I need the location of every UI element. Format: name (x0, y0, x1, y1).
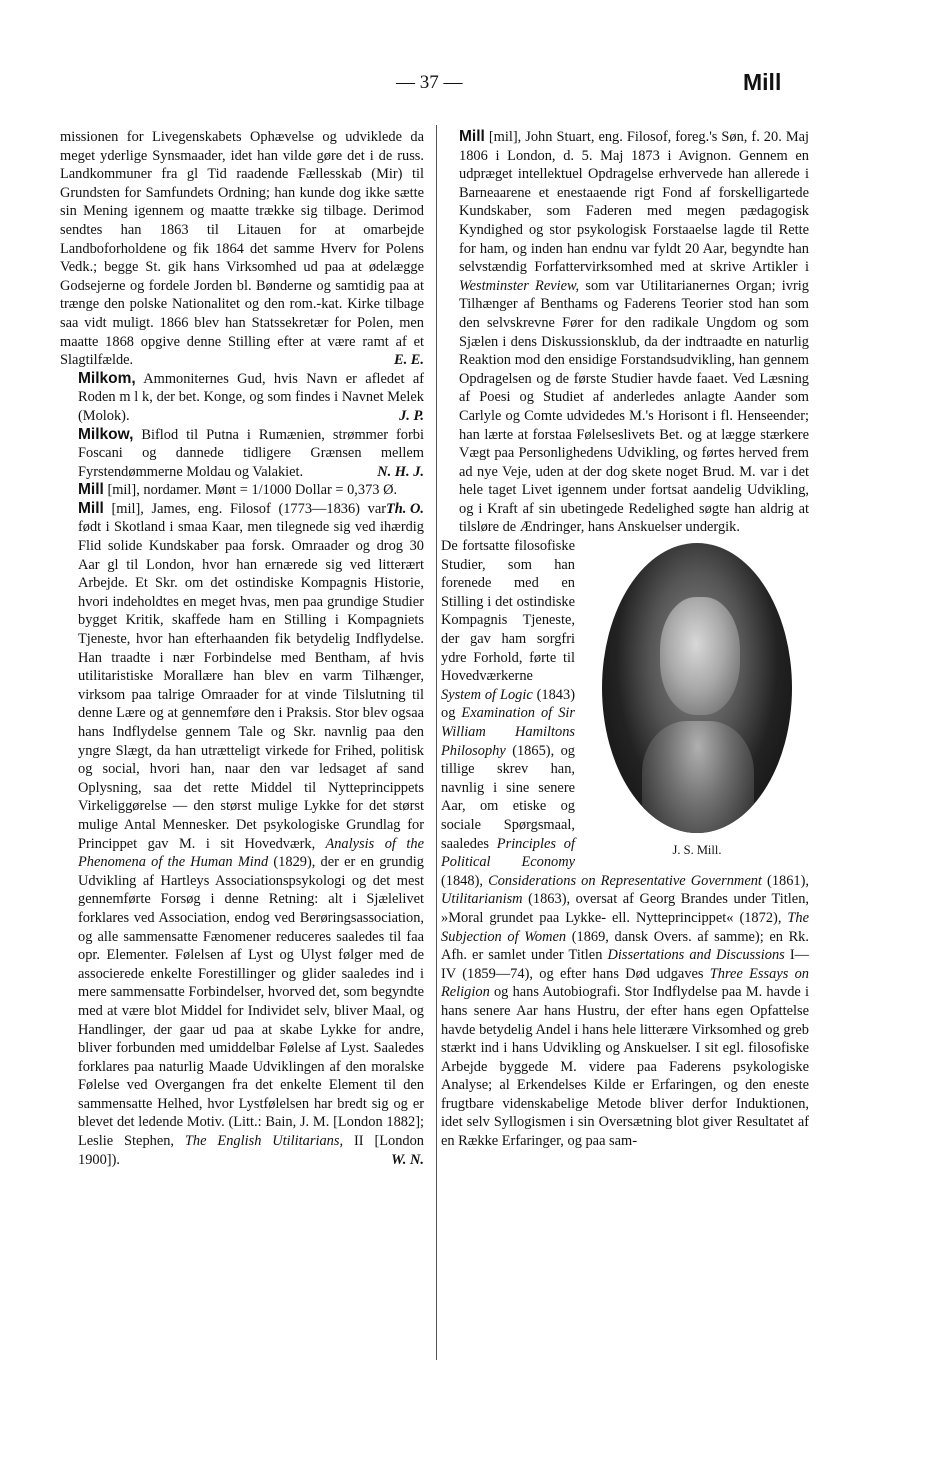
portrait-figure (585, 543, 809, 860)
portrait-body (642, 721, 754, 833)
running-headword: Mill (743, 69, 782, 95)
entry-milkow: Milkow, Biflod til Putna i Rumænien, strømmer forbi Foscani og dannede tidligere Grænsen mellem Fyrstendømmerne Moldau og Valakiet. N. H. J. (78, 425, 424, 480)
entry-milkom: Milkom, Ammoniternes Gud, hvis Navn er afledet af Roden m l k, der bet. Konge, og som findes i Navnet Melek (Molok). J. P. (78, 369, 424, 424)
page-number: — 37 — (396, 72, 463, 93)
entry-john-stuart-mill-cont: De fortsatte filosofiske Studier, som han forenede med en Stilling i det ostindiske Kompagnis Tjeneste, der gav ham sorgfri ydre Forhold, førte til Hovedværkerne System of Logic (1843) og Examination of Sir William Hamiltons Philosophy (1865), og tillige skrev han, navnlig i sine senere Aar, om etiske og sociale Spørgsmaal, saaledes Principles of Political Economy (1848), Considerations on Representative Government (1861), Utilitarianism (1863), oversat af Georg Brandes under Titlen, »Moral grundet paa Lykke- ell. Nytteprincippet« (1872), The Subjection of Women (1869, dansk Overs. af samme); en Rk. Afh. er samlet under Titlen Dissertations and Discussions I—IV (1859—74), og efter hans Død udgaves Three Essays on Religion og hans Autobiografi. Stor Indflydelse paa M. havde i hans senere Aar hans Hustru, der efter hans egen Opfattelse havde betydelig Andel i hans hele litterære Virksomhed og greb stærkt ind i hans Udvikling og Anskuelser. I sit egl. filosofiske Arbejde byggede M. videre paa Faderens psykologiske Analyse; al Erkendelses Kilde er Erfaringen, og den eneste frugtbare videnskabelige Metode bliver derfor Induktionen, idet selv Syllogismen i sin Oversætning blot giver Resultatet af en Række Erfaringer, og paa sam- (441, 538, 810, 1150)
portrait-face (660, 597, 740, 715)
column-rule (436, 125, 437, 1360)
portrait-image (602, 543, 792, 833)
portrait-caption: J. S. Mill. (672, 843, 722, 858)
entry-continuation: missionen for Livegenskabets Ophævelse og udviklede da meget yderlige Synsmaader, idet han vilde gøre det i de russ. Landkommuner fra gl Tid raadende Fællesskab (Mir) til Grundsten for Samfundets Ordning; han kunde dog ikke sætte sin Mening igennem og maatte trække sig tilbage. Derimod sendtes han 1863 til Litauen for at omarbejde Landboforholdene og fik 1864 det samme Hverv for Polens Vedk.; begge St. gik hans Virksomhed ud paa at ødelægge Godsejerne og fordele Jorden bl. Bønderne og samtidig paa at trænge den polske Nationalitet og den rom.-kat. Kirke tilbage saa vidt muligt. 1866 blev han Statssekretær for Polen, men maatte 1868 opgive denne Stilling efter at være ramt af et Slagtilfælde. E. E. (60, 129, 424, 369)
left-column (60, 128, 424, 1169)
entry-james-mill: Mill [mil], James, eng. Filosof (1773—1836) var født i Skotland i smaa Kaar, men tilegnede sig ved ihærdig Flid solide Kundskaber paa forsk. Omraader og drog 30 Aar gl til London, hvor han ernærede sig ved litterært Arbejde. Et Skr. om det ostindiske Kompagnis Historie, hvori indeholdtes en meget hvas, men paa grundige Studier bygget Kritik, skaffede ham en Stilling i Kompagniets Tjeneste, hvor han efterhaanden fik betydelig Indflydelse. Han traadte i nær Forbindelse med Bentham, af hvis utilitaristiske Morallære han blev en varm Tilhænger, virksom paa talrige Omraader for at vinde Tilslutning til denne Lære og at gennemføre den i Praksis. Stor blev ogsaa hans Indflydelse gennem Tale og Skr. navnlig paa den yngre Slægt, da han utrætteligt virkede for Frihed, politisk og social, hvori han, naar den var ledsaget af sand Oplysning, saa det rette Middel til Nytteprincippets Virkeliggørelse — den størst mulige Lykke for det størst mulige Antal Mennesker. Det psykologiske Grundlag for Princippet gav M. i sit Hovedværk, Analysis of the Phenomena of the Human Mind (1829), der er en grundig Udvikling af Hartleys Associationspsykologi og det mest gennemførte Forsøg i denne Retning: alt i Sjælelivet forklares ved Association, endog ved Berøringsassociation, og alle sammensatte Fænomener reduceres saaledes til faa opr. Elementer. Følelsen af Lyst og Ulyst følger med de associerede enkelte Forestillinger og glider saaledes ind i mere sammensatte Forbindelser, hvorved det, som begyndte med at være blot Middel for Individet selv, bliver Maal, og Handlinger, der gaar ud paa at skabe Lykke for andre, bliver forbunden med umiddelbar Følelse af Lyst. Saaledes forklares paa naturlig Maade Udviklingen af den moralske Følelse ved Overgangen fra det enkelte Element til den sammensatte Helhed, hvor Lystfølelsen har bredt sig og er blevet det ledende Motiv. (Litt.: Bain, J. M. [London 1882]; Leslie Stephen, The English Utilitarians, II [London 1900]). W. N. (78, 499, 425, 1168)
entry-john-stuart-mill: Mill [mil], John Stuart, eng. Filosof, foreg.'s Søn, f. 20. Maj 1806 i London, d. 5. Maj 1873 i Avignon. Gennem en udpræget intellektuel Opdragelse erhvervede han allerede i Barneaarene et enestaaende rigt Fond af forskelligartede Kundskaber, som Faderen med megen pædagogisk Kyndighed og stor psykologisk Forstaaelse lagde til Rette for ham, og inden han endnu var fyldt 20 Aar, begyndte han selvstændig Forfattervirksomhed med at skrive Artikler i Westminster Review, som var Utilitarianernes Organ; ivrig Tilhænger af Benthams og Faderens Teorier stod han som den selvskrevne Fører for den radikale Ungdom og som Sjælen i dens Diskussionsklub, da der indtraadte en naturlig Reaktion mod den ensidige Forstandsudvikling, han gennem Opdragelsen og de første Studier havde faaet. Ved Læsning af Poesi og Studiet af anderledes anlagte Aander som Carlyle og Comte udvidedes M.'s Horisont i fl. Henseender; han lærte at forstaa Følelseslivets Bet. og at lægge stærkere Vægt paa Personlighedens Udvikling, og førtes herved frem ad nye Veje, uden at der dog skete noget Brud. M. var i det hele taget Livet igennem under fortsat aandelig Udvikling, og i Kraft af sin ubetingede Redelighed søgte han aldrig at tilsløre de Ændringer, hans Anskuelser undergik. (459, 128, 809, 536)
right-column (441, 128, 809, 1151)
entry-mill-coin: Mill [mil], nordamer. Mønt = 1/1000 Dollar = 0,373 Ø. Th. O. (78, 481, 424, 517)
